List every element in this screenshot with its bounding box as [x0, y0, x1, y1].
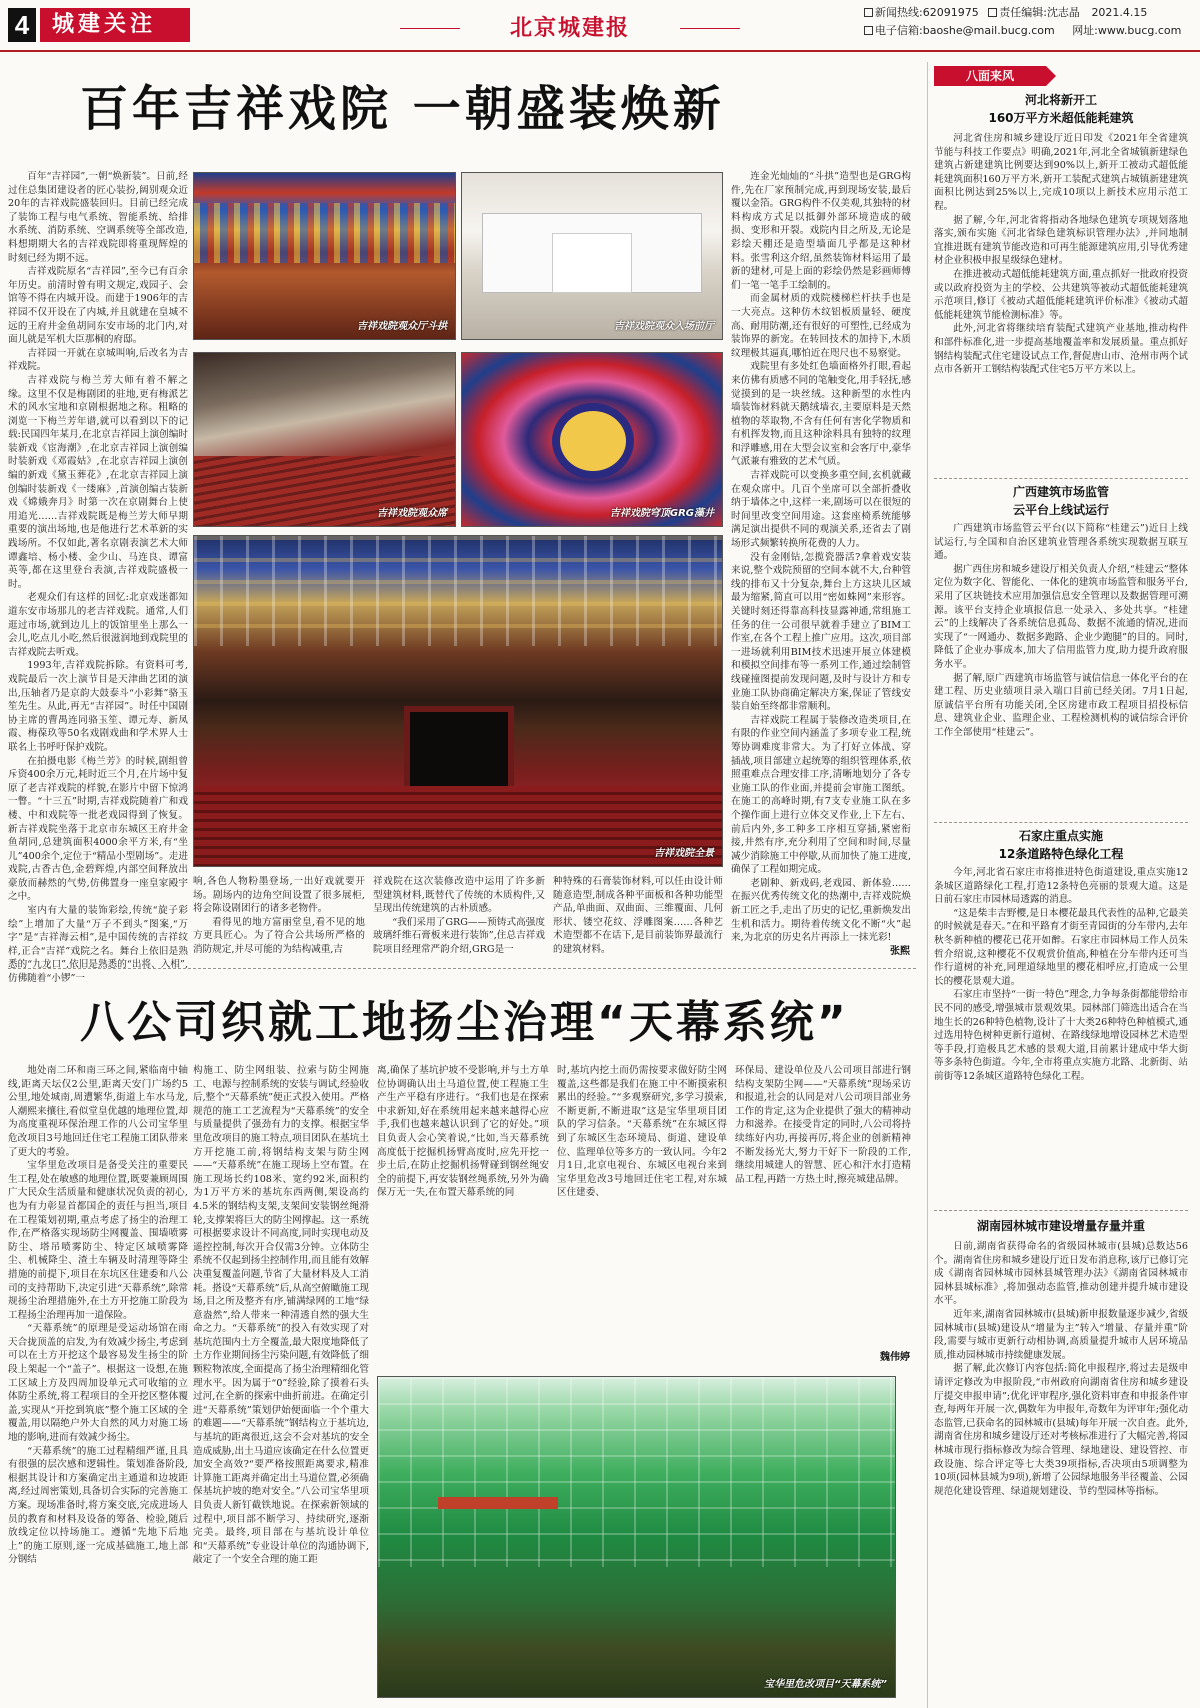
paragraph: 百年“吉祥园”,一朝“焕新装”。日前,经过住总集团建设者的匠心装扮,阔别观众近20年的吉祥戏院盛装回归。目前已经完成了装饰工程与电气系统、智能系统、给排水系统、消防系统、空调系统等全部改造,料想期期大名的吉祥戏院即将重现辉煌的时刻已经为期不远。 [8, 171, 188, 264]
sidebar-story-4-body [934, 1240, 1188, 1704]
paragraph: 离,确保了基坑护坡不受影响,并与土方单位协调确认出土马道位置,使工程施工生产生产平稳有序进行。“我们也是在探索中求新知,好在系统用起来越来越得心应手,我们也越来越认识到了它的好处。”项目负责人会心笑着说,“比如,当天幕系统高度低于挖掘机扬臂高度时,应先开挖一步土后,在防止挖掘机扬臂碰到钢丝绳安全的前提下,再安装钢丝绳系统,另外为确保万无一失,在布置天幕系统的同 [377, 1065, 549, 1199]
article2-byline: 魏伟婷 [880, 1352, 910, 1363]
photo-caption: 宝华里危改项目“天幕系统” [764, 1679, 887, 1690]
sidebar-story-4-title: 湖南园林城市建设增量存量并重 [976, 1219, 1145, 1233]
sidebar-story-1-title-line-1: 河北将新开工 [1024, 93, 1097, 107]
paragraph: 在推进被动式超低能耗建筑方面,重点抓好一批政府投资或以政府投资为主的学校、公共建筑等被动式超低能耗建筑示范项目,修订《被动式超低能耗建筑评价标准》《被动式超低能耗建筑节能检测标准》等。 [934, 268, 1188, 321]
paragraph: 没有金刚钻,怎揽瓷器活?拿着戏安装来说,整个戏院预留的空间本就不大,台种管线的排布又十分复杂,舞台上方这块儿区域最为缩紧,简直可以用“密如蛛网”来形容。关键时刻还得靠高科技显露神通,常组施工任务的住一公司很早就着手建立了BIM工作室,在各个工程上推广应用。这次,项目部一进场就利用BIM技术迅速开展立体建模和模拟空间排布等一系列工作,通过绘制管线碰撞图提前发现问题,及时与设计方和专业施工队协商确定解决方案,保证了管线安装自始至终都非常顺利。 [731, 551, 911, 713]
photo-caption: 吉祥戏院观众入场前厅 [614, 321, 714, 332]
photo-panorama [193, 535, 723, 867]
paragraph: “天幕系统”的施工过程精细严谨,且具有很强的层次感和逻辑性。策划准备阶段,根据其设计和方案确定出主通道和边坡距离,经过周密策划,具备切合实际的完善施工方案。现场准备时,将方案交底,完成进场人员的教育和材料及设备的筹备、检验,随后放线定位以持场施工。遵循“先地下后地上”的施工原则,逐一完成基础施工,地上部分钢结 [8, 1445, 188, 1566]
paragraph: 而金属材质的戏院楼梯栏杆扶手也是一大亮点。这种仿木纹铝板质量轻、硬度高、耐用防潮,还有很好的可塑性,已经成为装饰界的新宠。在转回技术的加持下,木质纹理极其逼真,哪怕近在咫尺也不易察觉。 [731, 293, 911, 359]
photo-sky-curtain-system [377, 1376, 896, 1698]
photo-lobby [461, 172, 723, 340]
checkbox-icon [864, 26, 873, 35]
article1-strip-col-2 [373, 875, 545, 965]
paragraph: 1993年,吉祥戏院拆除。有资料可考,戏院最后一次上演节目是天津曲艺团的演出,压轴者乃是京韵大鼓泰斗“小彩舞”骆玉笙先生。从此,再无“吉祥园”。时任中国剧协主席的曹禺连同骆玉笙、谭元寿、新凤霞、梅葆玖等50名戏剧戏曲和学术界人士联名上书呼吁保护戏院。 [8, 660, 188, 753]
paragraph: 种特殊的石膏装饰材料,可以任由设计师随意造型,制成各种平面板和各种功能型产品,单曲面、双曲面、三维覆面、几何形状、镂空花纹、浮雕图案……各种艺术造型都不在话下,是目前装饰界最流行的建筑材料。 [553, 876, 723, 955]
paragraph: 近年来,湖南省园林城市(县城)新申报数量逐步减少,省级园林城市(县城)建设从“增量为主”转入“增量、存量并重”阶段,需要与城市更新行动相协调,高质量提升城市人居环境品质,推动园林城市持续健康发展。 [934, 1308, 1188, 1361]
paragraph: 日前,湖南省获得命名的省级园林城市(县城)总数达56个。湖南省住房和城乡建设厅近日发布消息称,该厅已修订完成《湖南省园林城市园林县城管理办法》《湖南省园林城市园林县城标准》,将加强动态监管,推动创建并提升城市建设水平。 [934, 1241, 1188, 1307]
paragraph: 今年,河北省石家庄市将推进特色街道建设,重点实施12条城区道路绿化工程,打造12条特色亮丽的景观大道。这是日前石家庄市园林局透露的消息。 [934, 867, 1188, 906]
article2-column-5 [735, 1064, 911, 1354]
article1-column-1 [8, 170, 188, 985]
editor: 沈志晶 [1046, 6, 1080, 19]
sidebar-story-1-body [934, 132, 1188, 476]
checkbox-icon [988, 8, 997, 17]
divider [934, 822, 1188, 823]
newspaper-name: 北京城建报 [470, 14, 670, 42]
paragraph: 吉祥园一开就在京城叫响,后改名为吉祥戏院。 [8, 347, 188, 373]
photo-seating [193, 352, 456, 527]
paragraph: 吉祥戏院原名“吉祥园”,至今已有百余年历史。前清时曾有明文规定,戏园子、会馆等不得在内城开设。而建于1906年的吉祥园不仅开设在了内城,并且就建在皇城不远的王府井金鱼胡同东安市场的北门内,对面儿就是军机大臣那桐的府邸。 [8, 266, 188, 346]
paragraph: 构施工、防尘网组装、拉索与防尘网施工、电源与控制系统的安装与调试,经验收后,整个“天幕系统”便正式投入使用。严格规范的施工工艺流程为“天幕系统”的安全与质量提供了强劲有力的支撑。根据宝华里危改项目的施工特点,项目团队在基坑土方开挖施工前,将钢结构支架与防尘网——“天幕系统”在施工现场上空布置。在施工现场长约108米、宽约92米,面积约为1万平方米的基坑东西两侧,架设高约4.5米的钢结构支架,支架间安装钢丝绳滑轮,支撑架将巨大的防尘网撑起。这一系统可根据要求设计不同高度,同时实现电动及遥控控制,每次开合仅需3分钟。立体防尘系统不仅起到扬尘控制作用,而且能有效解决重复覆盖问题,节省了大量材料及人工消耗。搭设“天幕系统”后,从高空俯瞰施工现场,目之所及整齐有序,铺满绿网的工地“绿意盎然”,给人带来一种清透自然的强大生命之力。“天幕系统”的投入有效实现了对基坑范围内土方全覆盖,最大限度地降低了土方作业期间扬尘污染问题,有效降低了细颗粒物浓度,全面提高了扬尘治理精细化管理水平。因为属于“0”经验,除了摸着石头过河,在全新的探索中曲折前进。在确定引进“天幕系统”策划伊始便面临一个个重大的难题——“天幕系统”钢结构立于基坑边,与基坑的距离很近,这会不会对基坑的安全造成威胁,出土马道应该确定在什么位置更加安全高效?“要严格按照距离要求,精准计算施工距离并确定出土马道位置,必须确保基坑护坡的绝对安全。”八公司宝华里项目负责人新钉截铁地说。在探索新领域的过程中,项目部不断学习、持续研究,逐渐完美。最终,项目部在与基坑设计单位和“天幕系统”专业设计单位的沟通协调下,敲定了一个安全合理的施工距 [193, 1065, 369, 1566]
photo-caption: 吉祥戏院全景 [654, 848, 714, 859]
photo-ceiling-caisson [461, 352, 723, 527]
paragraph: 时,基坑内挖土而仍需按要求做好防尘网覆盖,这些都是我们在施工中不断摸索积累出的经验。”“多观察研究,多学习摸索,不断更新,不断进取”这是宝华里项目团队的学习信条。“天幕系统”在东城区得到了东城区生态环境局、街道、建设单位、监理单位等多方的一致认同。今年2月1日,北京电视台、东城区电视台来到宝华里危改3号地回迁住宅工程,对东城区住建委、 [557, 1065, 727, 1199]
paragraph: 环保局、建设单位及八公司项目部进行钢结构支架防尘网——“天幕系统”现场采访和报道,社会的认同是对八公司项目部业务工作的肯定,这为企业提供了强大的精神动力和滋养。在接受肯定的同时,八公司将持续练好内功,再接再厉,将企业的创新精神不断发扬光大,努力干好下一阶段的工作,继续用城建人的智慧、匠心和汗水打造精品工程,再踏一方热土时,擦亮城建品牌。 [735, 1065, 911, 1185]
paragraph: 吉祥戏院与梅兰芳大师有着不解之缘。这里不仅是梅剧团的驻地,更有梅派艺术的风水宝地和京剧根据地之称。粗略的浏览一下梅兰芳年谱,就可以看到以下的记载:民国四年某月,在北京吉祥园上演创编时装新戏《宦海潮》,在北京吉祥园上演创编时装新戏《邓霞姑》,在北京吉祥园上演创编的新戏《黛玉葬花》,在北京吉祥园上演创编时装新戏《一缕麻》,首演创编古装新戏《嫦娥奔月》时第一次在京剧舞台上使用追光……吉祥戏院既是梅兰芳大师早期重要的演出场地,也是他进行艺术革新的实践场所。不仅如此,著名京剧表演艺术大师谭鑫培、杨小楼、金少山、马连良、谭富英等,都在这里登台表演,吉祥戏院盛极一时。 [8, 374, 188, 590]
photo-caption: 吉祥戏院观众厅斗拱 [357, 321, 447, 332]
paragraph: 老剧种、新戏码,老戏园、新体验……在振兴优秀传统文化的热潮中,吉祥戏院焕新工匠之手,走出了历史的记忆,重新焕发出生机和活力。期待着传统文化不断“火”起来,为北京的历史名片再添上一抹光彩! [731, 877, 911, 944]
photo-caption: 吉祥戏院穹顶GRG藻井 [609, 508, 714, 519]
paragraph: 河北省住房和城乡建设厅近日印发《2021年全省建筑节能与科技工作要点》明确,2021年,河北全省城镇新建绿色建筑占新建建筑比例要达到90%以上,新开工被动式超低能耗建筑面积160万平方米,新开工装配式建筑占城镇新建建筑面积比例达到25%以上,完成10项以上新技术应用示范工程。 [934, 133, 1188, 212]
email[interactable]: baoshe@mail.bucg.com [922, 24, 1055, 37]
article2-headline: 八公司织就工地扬尘治理“天幕系统” [80, 997, 849, 1048]
paragraph: 石家庄市坚持“一街一特色”理念,力争每条街都能带给市民不同的感受,增强城市景观效果。园林部门筛选出适合在当地生长的26种特色植物,设计了十大类26种特色种植模式,通过选用特色树种更新行道树、在路线绿地增设园林艺术造型等手段,打造极具艺术感的景观大道,目前累计建成中华大街等多条特色街道。今年,全市将重点实施方北路、北新街、站前街等12条城区道路特色绿化工程。 [934, 989, 1188, 1082]
hotline: 62091975 [922, 6, 979, 19]
sidebar-story-1-title-line-2: 160万平方米超低能耗建筑 [988, 111, 1134, 125]
paragraph: 在拍摄电影《梅兰芳》的时候,剧组曾斥资400余万元,耗时近三个月,在片场中复原了老吉祥戏院的样貌,在影片中留下惊鸿一瞥。“十三五”时期,吉祥戏院随着广和戏楼、中和戏院等一批老戏园得到了恢复。新吉祥戏院坐落于北京市东城区王府井金鱼胡同,总建筑面积4000余平方米,有“坐儿”400余个,定位于“精品小型剧场”。走进戏院,古香古色,金碧辉煌,内部空间释放出豪放而赫然的气势,仿佛置身一座皇家殿宇之中。 [8, 755, 188, 903]
sidebar-story-3-title-line-2: 12条道路特色绿化工程 [998, 847, 1124, 861]
paragraph: 看得见的地方富丽堂皇,看不见的地方更具匠心。为了符合公共场所严格的消防规定,并尽可能的为结构减重,吉 [193, 916, 365, 955]
paragraph: “这是柴丰吉野樱,是日本樱花最具代表性的品种,它最美的时候就是春天。”在和平路育才街至青园街的分车带内,去年秋冬新种植的樱花已花开如醉。石家庄市园林局工作人员朱哲介绍说,这种樱花不仅观赏价值高,种植在分车带内还可当作行道树的补充,同理道绿地里的樱花相呼应,打造成一公里长的樱花景观大道。 [934, 907, 1188, 987]
paragraph: 响,各色人物粉墨登场,一出好戏就要开场。剧场内的边角空间设置了很多展柜,将会陈设剧团行的诸多老物件。 [193, 876, 365, 915]
paragraph: 据了解,此次修订内容包括:简化申报程序,将过去是级申请评定修改为申报阶段,“市州政府向湖南省住房和城乡建设厅提交申报申请”;优化评审程序,强化资料审查和申报条件审查,每两年开展一次,偶数年为申报年,奇数年为评审年;强化动态监管,已获命名的园林城市(县城)每年开展一次自查。此外,湖南省住房和城乡建设厅还对考核标准进行了大幅完善,将园林城市现行指标修改为综合管理、绿地建设、建设管控、市政设施、综合评定等七大类39项指标,否决项由5项调整为10项(园林县城为9项),新增了公园绿地服务半径覆盖、公园规范化建设管理、绿道规划建设、节约型园林等指标。 [934, 1363, 1188, 1497]
article2-column-1 [8, 1064, 188, 1704]
paragraph: 地处南二环和南三环之间,紧临南中轴线,距离天坛仅2公里,距离天安门广场约5公里,地处城南,周遭繁华,街道上车水马龙,人潮熙来攘往,看似堂皇优越的地理位置,却为高度重视环保治理工作的八公司宝华里危改项目3号地回迁住宅工程施工团队带来了更大的考验。 [8, 1065, 188, 1158]
divider [934, 478, 1188, 479]
email-label: 电子信箱: [875, 24, 923, 37]
section-title: 城建关注 [40, 8, 190, 42]
paragraph: 祥戏院在这次装修改造中运用了许多新型建筑材料,既替代了传统的木质构件,又呈现出传统建筑的古朴质感。 [373, 876, 545, 915]
paragraph: 此外,河北省将继续培育装配式建筑产业基地,推动构件和部件标准化,进一步提高基地覆盖率和发展质量。重点抓好钢结构装配式住宅建设试点工作,督促唐山市、沧州市两个试点市各新开工钢结构装配式住宅5万平方米以上。 [934, 323, 1188, 376]
paragraph: 室内有大量的装饰彩绘,传统“旋子彩绘”上增加了大量“万子不到头”图案,“万字”是“吉祥海云相”,是中国传统的吉祥纹样,正合“吉祥”戏院之名。舞台上依旧是熟悉的“九龙口”,依旧是熟悉的“出将、入相”,仿佛随着“小锣”一 [8, 905, 188, 985]
divider [934, 1210, 1188, 1211]
sidebar-story-3-body [934, 866, 1188, 1208]
sidebar-label: 八面来风 [934, 66, 1046, 86]
paragraph: 老观众们有这样的回忆:北京戏迷都知道东安市场那儿的老吉祥戏院。通常,人们逛过市场,就到边儿上的饭馆里坐上那么一会儿,吃点儿小吃,然后很滋润地到戏院里的吉祥戏院去听戏。 [8, 592, 188, 658]
paragraph: 吉祥戏院工程属于装修改造类项目,在有限的作业空间内涵盖了多项专业工程,统筹协调难度非常大。为了打好立体战、穿插战,项目部建立起统筹的组织管理体系,依照重难点合理安排工序,清晰地划分了各专业施工队的作业面,并提前会审施工图纸。在施工的高峰时期,有7支专业施工队在多个操作面上进行立体交叉作业,上下左右、前后内外,多工种多工序相互穿插,紧密衔接,井然有序,充分利用了空间和时间,尽量减少消除施工中停歇,从而加快了施工进度,确保了工程如期完成。 [731, 714, 911, 876]
photo-caption: 吉祥戏院观众席 [377, 508, 447, 519]
issue-date: 2021.4.15 [1091, 6, 1148, 19]
sidebar-story-2-body [934, 522, 1188, 820]
divider [8, 968, 916, 969]
page-number: 4 [8, 8, 36, 42]
paragraph: 据了解,今年,河北省将指动各地绿色建筑专项规划落地落实,颁布实施《河北省绿色建筑标识管理办法》,并同地制宜推进既有建筑节能改造和可再生能源建筑应用,引导优秀建材企业积极申报星级绿色建材。 [934, 214, 1188, 267]
header-info-line-2 [864, 24, 1181, 38]
paragraph: 广西建筑市场监管云平台(以下简称“桂建云”)近日上线试运行,与全国和自治区建筑业管理各系统实现数据互联互通。 [934, 523, 1188, 562]
article2-column-4 [557, 1064, 727, 1364]
hotline-label: 新闻热线: [875, 6, 923, 19]
article2-column-3 [377, 1064, 549, 1364]
website-label: 网址: [1072, 24, 1098, 37]
website[interactable]: www.bucg.com [1097, 24, 1182, 37]
sidebar-story-2-title-line-1: 广西建筑市场监管 [1012, 485, 1109, 499]
paragraph: 据广西住房和城乡建设厅相关负责人介绍,“桂建云”整体定位为数字化、智能化、一体化的建筑市场监管和服务平台,采用了区块链技术应用加强信息安全管理以及数据管理可溯源。该平台支持企业填报信息一处录入、多处共享。“桂建云”的上线解决了各系统信息孤岛、数据不流通的情况,进而实现了“一网通办、数据多跑路、企业少跑腿”的目的。同时,降低了企业办事成本,加大了信用监管力度,助力提升政府服务水平。 [934, 563, 1188, 670]
article1-headline: 百年吉祥戏院 一朝盛装焕新 [80, 81, 725, 137]
paragraph: 宝华里危改项目是备受关注的重要民生工程,处在敏感的地理位置,既要兼顾周围广大民众生活质量和健康状况负责的初心,也为有力彰显首都国企的责任与担当,项目在工程策划初期,重点考虑了扬尘的治理工作,在严格落实现场防尘网覆盖、围墙喷雾防尘、塔吊喷雾防尘、特定区域喷雾降尘、机械降尘、渣土车辆及时清理等降尘措施的前提下,项目在东坑区住建委和八公司的支持帮助下,决定引进“天幕系统”,除常规扬尘治理措施外,在土方开挖施工阶段为工程扬尘治理再加一道保险。 [8, 1160, 188, 1321]
article1-strip-col-1 [193, 875, 365, 965]
header-info-line-1 [864, 6, 1147, 20]
article1-byline: 张熙 [890, 946, 910, 957]
paragraph: 戏院里有多处红色墙面格外打眼,看起来仿佛有质感不同的笔触变化,用手轻抚,感觉摸到的是一块丝绒。这种新型的水性内墙装饰材料就天鹅绒墙衣,主要原料是天然植物的萃取物,不含有任何有害化学物质和有机挥发物,而且这种涂料具有独特的纹理和浮雕感,用在大型会议室和会客厅中,豪华气派兼有雅致的艺术气质。 [731, 361, 911, 468]
paragraph: “我们采用了GRG——预铸式高强度玻璃纤维石膏板来进行装饰”,住总吉祥戏院项目经理常严韵介绍,GRG是一 [373, 916, 545, 955]
article1-strip-col-3 [553, 875, 723, 965]
seats [194, 786, 722, 866]
checkbox-icon [864, 8, 873, 17]
editor-label: 责任编辑: [999, 6, 1047, 19]
page-header [0, 0, 1200, 52]
article2-column-2 [193, 1064, 369, 1704]
sidebar-story-3-title-line-1: 石家庄重点实施 [1018, 829, 1103, 843]
paragraph: 据了解,原广西建筑市场监管与诚信信息一体化平台的在建工程、历史业绩项目录入端口目前已经关闭。7月1日起,原诚信平台所有功能关闭,全区房建市政工程项目招投标信息、建筑业企业、监理企业、工程检测机构的诚信综合评价工作全部使用“桂建云”。 [934, 672, 1188, 738]
photo-auditorium-dougong [193, 172, 456, 340]
paragraph: “天幕系统”的原理是受运动场馆在雨天合拢顶盖的启发,为有效减少扬尘,考虑到可以在土方开挖这个最容易发生扬尘的阶段上架起一个“盖子”。根据这一设想,在施工区域上方及四周加设单元式可收缩的立体防尘系统,将工程项目的全开挖区整体覆盖,实现从“开挖到筑底”整个施工区域的全覆盖,用以隔绝户外大自然的风力对施工场地的影响,进而有效减少扬尘。 [8, 1323, 188, 1444]
paragraph: 吉祥戏院可以变换多重空间,玄机就藏在观众席中。几百个坐席可以全部折叠收纳于墙体之中,这样一来,剧场可以在很短的时间里改变空间用途。这套座椅系统能够满足演出提供不同的观演关系,还省去了剧场形式频繁转换所花费的人力。 [731, 470, 911, 550]
sidebar-story-2-title-line-2: 云平台上线试运行 [1012, 503, 1109, 517]
paragraph: 连金光灿灿的“斗拱”造型也是GRG构件,先在厂家预制完成,再到现场安装,最后覆以金箔。GRG构件不仅美观,其独特的材料构成方式足以抵御外部环境造成的破损、变形和开裂。戏院内目之所及,无论是彩绘天棚还是造型墙面几乎都是这种材料。张雪利这介绍,虽然装饰材料运用了最新的建材,可是上面的彩绘仍然是彩画师傅们一笔一笔手工绘制的。 [731, 171, 911, 291]
article1-column-5 [731, 170, 911, 944]
